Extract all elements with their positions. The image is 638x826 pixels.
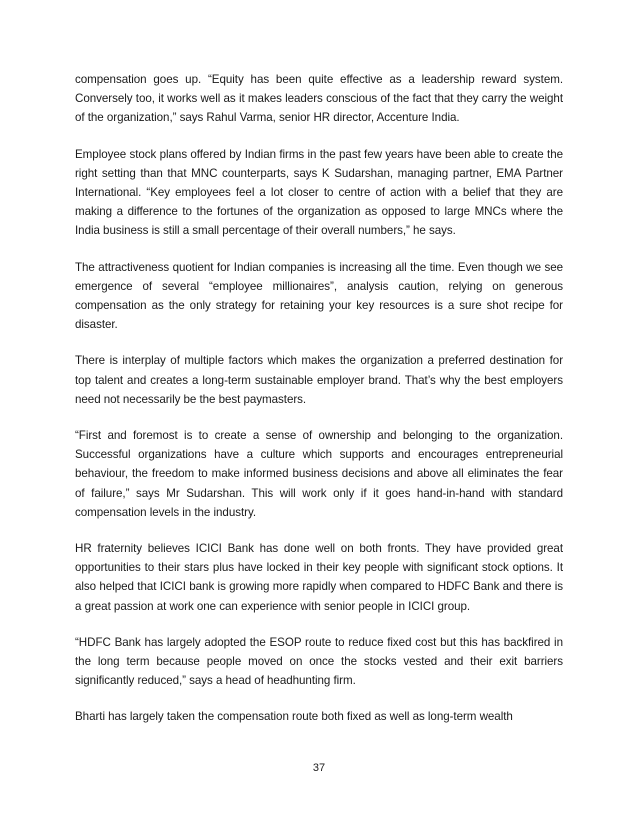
paragraph-4: There is interplay of multiple factors which makes the organization a preferred destination for top talent and creates a long-term sustainable employer brand. That’s why the best employers need not necessarily be the best paymasters. bbox=[75, 354, 563, 406]
paragraph-6: HR fraternity believes ICICI Bank has done well on both fronts. They have provided great opportunities to their stars plus have locked in their key people with significant stock options. It also helped that ICICI bank is growing more rapidly when compared to HDFC Bank and there is a great passion at work one can experience with senior people in ICICI group. bbox=[75, 542, 563, 613]
paragraph-7: “HDFC Bank has largely adopted the ESOP route to reduce fixed cost but this has backfired in the long term because people moved on once the stocks vested and their exit barriers significantly reduced,” says a head of headhunting firm. bbox=[75, 635, 563, 688]
body-text bbox=[75, 70, 563, 744]
paragraph-8: Bharti has largely taken the compensation route both fixed as well as long-term wealth bbox=[75, 710, 513, 724]
page-number: 37 bbox=[312, 762, 326, 774]
paragraph-1: compensation goes up. “Equity has been quite effective as a leadership reward system. Conversely too, it works well as it makes leaders conscious of the fact that they carry the weight of the organization,” says Rahul Varma, senior HR director, Accenture India. bbox=[75, 73, 563, 125]
paragraph-5: “First and foremost is to create a sense of ownership and belonging to the organization. Successful organizations have a culture which supports and encourages entrepreneurial behaviour, the freedom to make informed business decisions and above all eliminates the fear of failure,” says Mr Sudarshan. This will work only if it goes hand-in-hand with standard compensation levels in the industry. bbox=[75, 429, 563, 519]
paragraph-2: Employee stock plans offered by Indian firms in the past few years have been able to create the right setting than that MNC counterparts, says K Sudarshan, managing partner, EMA Partner International. “Key employees feel a lot closer to centre of action with a belief that they are making a difference to the fortunes of the organization as opposed to large MNCs where the India business is still a small percentage of their overall numbers,” he says. bbox=[75, 147, 563, 238]
paragraph-3: The attractiveness quotient for Indian companies is increasing all the time. Even though we see emergence of several “employee millionaires”, analysis caution, relying on generous compensation as the only strategy for retaining your key resources is a sure shot recipe for disaster. bbox=[75, 260, 563, 332]
